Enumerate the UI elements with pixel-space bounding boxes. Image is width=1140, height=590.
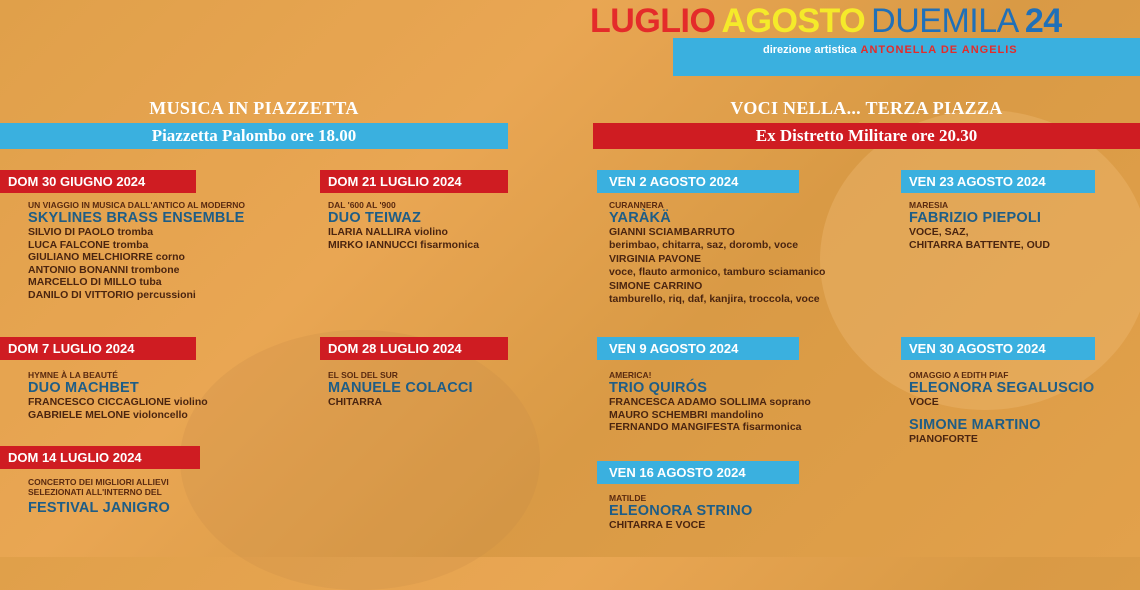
event-date: VEN 30 AGOSTO 2024 [901, 337, 1095, 360]
performer-line: GABRIELE MELONE violoncello [28, 408, 188, 421]
right-section-venue: Ex Distretto Militare ore 20.30 [593, 123, 1140, 149]
event-artist: FABRIZIO PIEPOLI [909, 210, 1042, 226]
event-theme: CURANNERA [609, 200, 664, 210]
performer-line: PIANOFORTE [909, 432, 978, 445]
event-block [328, 370, 473, 409]
performer-line: CHITARRA E VOCE [609, 519, 706, 531]
event-block [28, 200, 245, 302]
event-theme: OMAGGIO A EDITH PIAF [909, 370, 1009, 380]
event-block [609, 493, 752, 532]
event-date: VEN 23 AGOSTO 2024 [901, 170, 1095, 193]
event-date: DOM 21 LUGLIO 2024 [320, 170, 508, 193]
performer-line: FRANCESCA ADAMO SOLLIMA soprano [609, 396, 811, 408]
performer-line: voce, flauto armonico, tamburo sciamanico [609, 265, 826, 278]
background-violin-shape [820, 110, 1140, 410]
event-theme: CONCERTO DEI MIGLIORI ALLIEVI [28, 477, 169, 487]
performer-line: MIRKO IANNUCCI fisarmonica [328, 238, 480, 251]
performer-line: VIRGINIA PAVONE [609, 253, 701, 266]
event-date: DOM 30 GIUGNO 2024 [0, 170, 196, 193]
performer-line: ILARIA NALLIRA violino [328, 226, 448, 238]
artistic-direction [763, 44, 1018, 56]
performer-line: berimbao, chitarra, saz, doromb, voce [609, 238, 799, 251]
performer-line: SIMONE CARRINO [609, 280, 703, 293]
event-artist-2: SIMONE MARTINO [909, 416, 1041, 433]
event-artist: TRIO QUIRÓS [609, 380, 708, 396]
performer-line: FRANCESCO CICCAGLIONE violino [28, 396, 208, 408]
event-artist: DUO TEIWAZ [328, 210, 422, 226]
event-theme: MATILDE [609, 493, 647, 503]
title-word-luglio: LUGLIO [590, 2, 716, 40]
event-date: DOM 28 LUGLIO 2024 [320, 337, 508, 360]
event-block [909, 370, 1094, 445]
performer-line: CHITARRA BATTENTE, OUD [909, 238, 1050, 251]
performer-line: FERNANDO MANGIFESTA fisarmonica [609, 421, 802, 434]
title-word-duemila: DUEMILA [871, 2, 1019, 40]
event-date: VEN 2 AGOSTO 2024 [597, 170, 799, 193]
event-theme: HYMNE À LA BEAUTÉ [28, 370, 118, 380]
event-block [28, 477, 170, 516]
artistic-director-name: ANTONELLA DE ANGELIS [860, 44, 1018, 56]
event-date: VEN 16 AGOSTO 2024 [597, 461, 799, 484]
performer-line: DANILO DI VITTORIO percussioni [28, 288, 196, 301]
performer-line: VOCE [909, 396, 939, 408]
event-date: DOM 7 LUGLIO 2024 [0, 337, 196, 360]
performer-line: LUCA FALCONE tromba [28, 238, 149, 251]
event-block [609, 200, 825, 306]
event-block [609, 370, 811, 434]
event-artist: MANUELE COLACCI [328, 380, 473, 396]
event-artist: FESTIVAL JANIGRO [28, 500, 171, 516]
event-theme: MARESIA [909, 200, 949, 210]
performer-line: SILVIO DI PAOLO tromba [28, 226, 154, 238]
event-artist: YARÀKÄ [609, 210, 671, 226]
event-block [28, 370, 208, 421]
performer-line: ANTONIO BONANNI trombone [28, 263, 180, 276]
title-word-agosto: AGOSTO [721, 2, 866, 40]
event-theme: EL SOL DEL SUR [328, 370, 398, 380]
event-artist: ELEONORA SEGALUSCIO [909, 380, 1095, 396]
performer-line: GIULIANO MELCHIORRE corno [28, 251, 185, 264]
event-artist: SKYLINES BRASS ENSEMBLE [28, 210, 245, 226]
artistic-direction-label: direzione artistica [763, 44, 857, 56]
left-section-venue: Piazzetta Palombo ore 18.00 [0, 123, 508, 149]
event-date: DOM 14 LUGLIO 2024 [0, 446, 200, 469]
performer-line: CHITARRA [328, 396, 383, 408]
left-section-title: MUSICA IN PIAZZETTA [149, 98, 359, 118]
event-theme: AMERICA! [609, 370, 652, 380]
event-theme: DAL '600 AL '900 [328, 200, 396, 210]
title-word-24: 24 [1024, 2, 1062, 40]
event-date: VEN 9 AGOSTO 2024 [597, 337, 799, 360]
event-theme: UN VIAGGIO IN MUSICA DALL'ANTICO AL MODERNO [28, 200, 246, 210]
performer-line: VOCE, SAZ, [909, 226, 969, 238]
event-theme: SELEZIONATI ALL'INTERNO DEL [28, 487, 162, 497]
event-block [328, 200, 479, 251]
performer-line: GIANNI SCIAMBARRUTO [609, 226, 735, 238]
event-artist: DUO MACHBET [28, 380, 139, 396]
performer-line: MAURO SCHEMBRI mandolino [609, 408, 764, 421]
right-section-title: VOCI NELLA... TERZA PIAZZA [730, 98, 1003, 118]
festival-title [590, 2, 1062, 41]
event-block [909, 200, 1050, 251]
background-violin-shape-2 [180, 330, 540, 590]
event-artist: ELEONORA STRINO [609, 503, 753, 519]
performer-line: MARCELLO DI MILLO tuba [28, 276, 162, 289]
performer-line: tamburello, riq, daf, kanjira, troccola, voce [609, 292, 820, 305]
